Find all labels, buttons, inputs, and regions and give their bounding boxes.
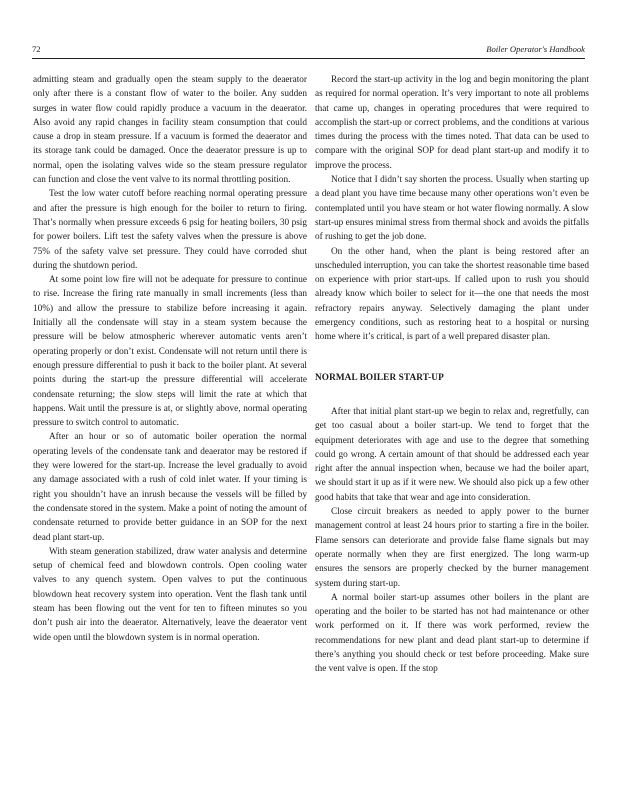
paragraph: Close circuit breakers as needed to apply power to the burner management control at least 24 hours prior to starting a fire in the boiler. Flame sensors can deteriorate and provide false flame signals but may operate normally when they are first energized. The long warm-up ensures the sensors are properly checked by the burner management system during start-up. <box>315 507 589 589</box>
section-heading: NORMAL BOILER START-UP <box>315 372 444 383</box>
page-header <box>32 44 585 58</box>
paragraph: On the other hand, when the plant is being restored after an unscheduled interruption, you can take the shortest reasonable time based on experience with prior start-ups. If called upon to rush you should already know which boiler to select for it—the one that needs the most refractory repairs anyway. Selectively damaging the plant under emergency conditions, such as restoring heat to a hospital or nursing home where it’s critical, is part of a well prepared disaster plan. <box>315 246 589 343</box>
paragraph: Notice that I didn’t say shorten the process. Usually when starting up a dead plant you have time because many other operations won’t even be contemplated until you have steam or hot water flowing normally. A slow start-up ensures minimal stress from thermal shock and avoids the pitfalls of rushing to get the job done. <box>315 175 589 243</box>
left-column <box>33 73 307 645</box>
paragraph: admitting steam and gradually open the steam supply to the deaerator only after there is a constant flow of water to the boiler. Any sudden surges in water flow could rapidly produce a vacuum in the deaerator. Also avoid any rapid changes in facility steam consumption that could cause a drop in steam pressure. If a vacuum is formed the deaerator and its storage tank could be damaged. Once the deaerator pressure is up to normal, open the isolating valves wide so the steam pressure regulator can function and close the vent valve to its normal throttling position. <box>33 75 307 186</box>
right-column <box>315 73 589 677</box>
paragraph: After that initial plant start-up we begin to relax and, regretfully, can get too casual about a boiler start-up. We tend to forget that the equipment deteriorates with age and use to the degree that something could go wrong. A certain amount of that should be addressed each year right after the annual inspection when, because we had the boiler apart, we should start it up as if it were new. We should also pick up a few other good habits that take that wear and age into consideration. <box>315 406 589 503</box>
paragraph: A normal boiler start-up assumes other boilers in the plant are operating and the boiler to be started has not had maintenance or other work performed on it. If there was work performed, review the recommendations for new plant and dead plant start-up to determine if there’s anything you should check or test before proceeding. Make sure the vent valve is open. If the stop <box>315 592 589 675</box>
running-title: Boiler Operator's Handbook <box>486 44 585 54</box>
header-rule <box>32 58 585 59</box>
paragraph: Record the start-up activity in the log and begin monitoring the plant as required for normal operation. It’s very important to note all problems that came up, changes in operating procedures that were required to accomplish the start-up or correct problems, and the conditions at various times during the process with the times noted. That data can be used to compare with the original SOP for dead plant start-up and modify it to improve the process. <box>315 75 589 171</box>
paragraph: Test the low water cutoff before reaching normal operating pressure and after the pressure is high enough for the boiler to return to firing. That’s normally when pressure exceeds 6 psig for heating boilers, 30 psig for power boilers. Lift test the safety valves when the pressure is above 75% of the safety valve set pressure. They could have corroded shut during the shutdown period. <box>33 189 307 271</box>
paragraph: With steam generation stabilized, draw water analysis and determine setup of chemical feed and blowdown controls. Open cooling water valves to any quench system. Open valves to put the continuous blowdown heat recovery system into operation. Vent the flash tank until steam has been flowing out the vent for ten to fifteen minutes so you don’t push air into the deaerator. Alternatively, leave the deaerator vent wide open until the blowdown system is in normal operation. <box>33 546 307 643</box>
paragraph: At some point low fire will not be adequate for pressure to continue to rise. Increase the firing rate manually in small increments (less than 10%) and allow the pressure to stabilize before increasing it again. Initially all the condensate will stay in a steam system because the pressure will be below atmospheric wherever automatic vents aren’t operating properly or don’t exist. Condensate will not return until there is enough pressure differential to push it back to the boiler plant. At several points during the start-up the pressure differential will accelerate condensate returning; the slow steps will limit the rate at which that happens. Wait until the pressure is at, or slightly above, normal operating pressure to switch control to automatic. <box>33 275 307 429</box>
page-number: 72 <box>32 44 41 54</box>
paragraph: After an hour or so of automatic boiler operation the normal operating levels of the condensate tank and deaerator may be restored if they were lowered for the start-up. Increase the level gradually to avoid any damage associated with a rush of cold inlet water. If your timing is right you shouldn’t have an inrush because the vessels will be filled by the condensate stored in the system. Make a point of noting the amount of condensate returned to provide better guidance in an SOP for the next dead plant start-up. <box>33 432 307 543</box>
